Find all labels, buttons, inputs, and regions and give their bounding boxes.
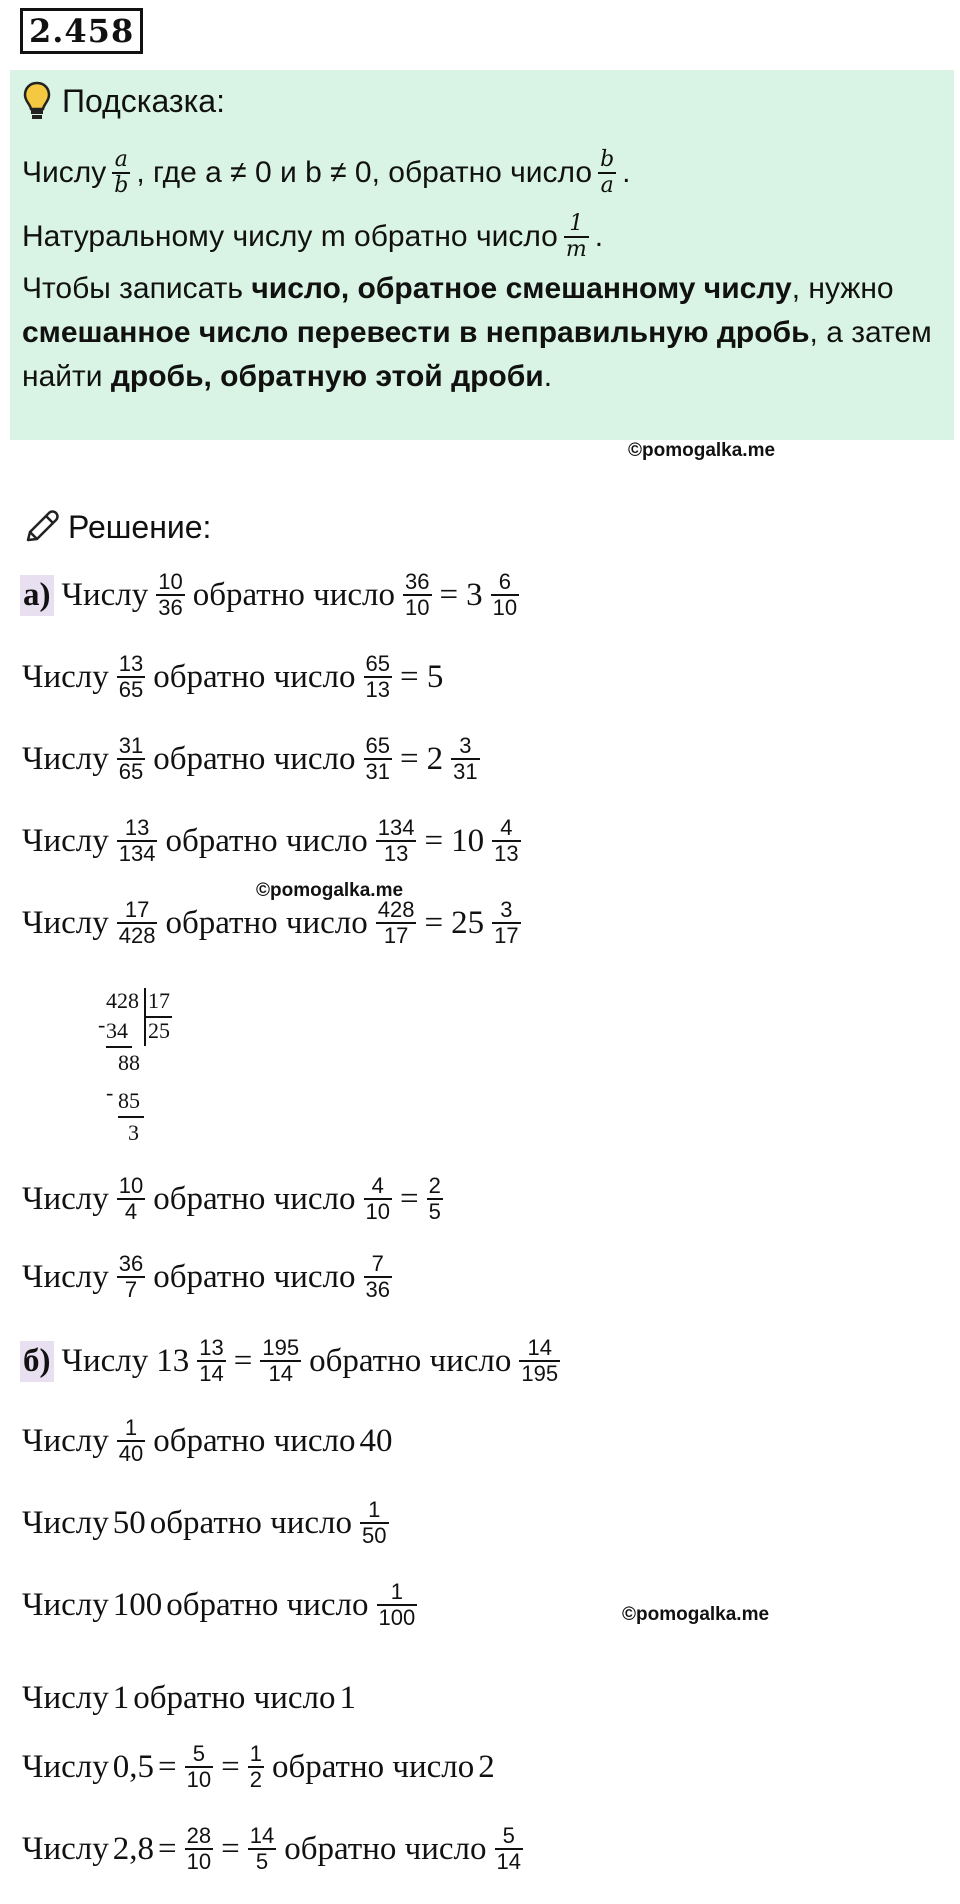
fraction: $\frac{5}{10}$ [186,1741,212,1792]
watermark: ©pomogalka.me [622,1604,770,1625]
hint-text: Натуральному числу m обратно число [22,220,558,253]
watermark: ©pomogalka.me [628,440,776,461]
fraction: $\frac{10}{36}$ [158,569,183,620]
fraction: $\frac{5}{14}$ [496,1823,521,1874]
fraction: $\frac{195}{14}$ [262,1335,300,1386]
hint-title: Подсказка: [62,82,225,119]
solution-b-line-2: Числу $\frac{1}{40}$ обратно число 40 [22,1415,393,1466]
solution-a-line-3: Числу $\frac{31}{65}$ обратно число $\frac{65}{31}$ = 2 $\frac{3}{31}$ [22,733,478,784]
fraction: $\frac{10}{4}$ [118,1173,144,1224]
solution-a-line-2: Числу $\frac{13}{65}$ обратно число $\frac{65}{13}$ = 5 [22,651,444,702]
long-division: 428 17 25 - 34 88 - 85 3 [98,988,170,1145]
solution-b-line-7: Числу 2,8 = $\frac{28}{10}$ = $\frac{14}{5}$ обратно число $\frac{5}{14}$ [22,1823,521,1874]
fraction: $\frac{7}{36}$ [365,1251,390,1302]
solution-b-line-4: Числу 100 обратно число $\frac{1}{100}$ [22,1579,416,1630]
part-b-label: б) [20,1341,54,1382]
fraction: $\frac{36}{10}$ [405,569,430,620]
fraction: $\frac{6}{10}$ [492,569,518,620]
lightbulb-icon [22,80,52,122]
solution-a-line-4: Числу $\frac{13}{134}$ обратно число $\frac{134}{13}$ = 10 $\frac{4}{13}$ [22,815,519,866]
solution-b-line-3: Числу 50 обратно число $\frac{1}{50}$ [22,1497,387,1548]
fraction: $\frac{4}{10}$ [365,1173,390,1224]
fraction: $\frac{4}{13}$ [494,815,519,866]
hint-text: . [594,220,604,253]
fraction: $\frac{17}{428}$ [118,897,156,948]
solution-b-line-6: Числу 0,5 = $\frac{5}{10}$ = $\frac{1}{2}$ обратно число 2 [22,1741,495,1792]
fraction-b-over-a: $\frac{b}{a}$ [600,147,615,198]
fraction-a-over-b: $\frac{a}{b}$ [114,147,129,198]
fraction: $\frac{36}{7}$ [118,1251,144,1302]
fraction: $\frac{28}{10}$ [186,1823,212,1874]
fraction: $\frac{13}{14}$ [199,1335,224,1386]
fraction: $\frac{1}{2}$ [249,1741,262,1792]
hint-line-1 [22,148,631,198]
pencil-icon [22,508,60,546]
fraction: $\frac{134}{13}$ [377,815,415,866]
fraction: $\frac{428}{17}$ [377,897,415,948]
fraction-1-over-m: $\frac{1}{m}$ [565,211,587,262]
fraction: $\frac{14}{195}$ [521,1335,559,1386]
fraction: $\frac{3}{17}$ [494,897,519,948]
fraction: $\frac{2}{5}$ [428,1173,441,1224]
part-a-label: а) [20,575,54,616]
fraction: $\frac{13}{134}$ [118,815,156,866]
fraction: $\frac{65}{13}$ [365,651,390,702]
hint-text: . [622,156,631,189]
fraction: $\frac{1}{50}$ [362,1497,387,1548]
fraction: $\frac{65}{31}$ [365,733,390,784]
fraction: $\frac{3}{31}$ [453,733,478,784]
hint-text: Числу [22,156,107,189]
solution-a-line-5: Числу $\frac{17}{428}$ обратно число $\frac{428}{17}$ = 25 $\frac{3}{17}$ [22,897,519,948]
fraction: $\frac{13}{65}$ [118,651,144,702]
hint-line-4: смешанное число перевести в неправильную дробь , а затем [22,316,932,349]
solution-b-line-1: б) Числу 13 $\frac{13}{14}$ = $\frac{195}{14}$ обратно число $\frac{14}{195}$ [20,1336,566,1386]
solution-title: Решение: [68,508,212,545]
hint-text: , где a ≠ 0 и b ≠ 0, обратно число [136,156,593,189]
hint-line-5: найти дробь, обратную этой дроби . [22,360,553,393]
hint-line-3: Чтобы записать число, обратное смешанному числу , нужно [22,272,894,305]
fraction: $\frac{31}{65}$ [118,733,144,784]
problem-number: 2.458 [20,8,143,54]
solution-a-line-6: Числу $\frac{10}{4}$ обратно число $\frac{4}{10}$ = $\frac{2}{5}$ [22,1173,441,1224]
fraction: $\frac{1}{40}$ [118,1415,144,1466]
solution-a-line-1: а) Числу $\frac{10}{36}$ обратно число $\frac{36}{10}$ = 3 $\frac{6}{10}$ [20,570,525,620]
solution-header [22,508,211,546]
hint-line-2 [22,212,603,262]
solution-a-line-7: Числу $\frac{36}{7}$ обратно число $\frac{7}{36}$ [22,1251,390,1302]
watermark: ©pomogalka.me [256,880,404,901]
hint-header [22,80,225,122]
fraction: $\frac{1}{100}$ [378,1579,416,1630]
fraction: $\frac{14}{5}$ [249,1823,275,1874]
solution-b-line-5: Числу 1 обратно число 1 [22,1680,357,1716]
